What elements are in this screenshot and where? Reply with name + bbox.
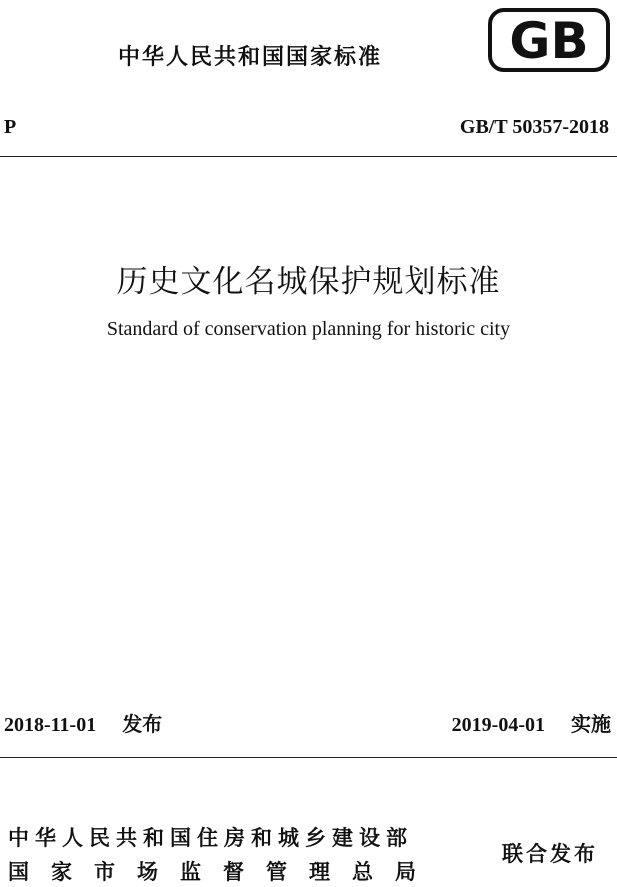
svg-text:GB: GB bbox=[509, 12, 589, 70]
bottom-divider bbox=[0, 757, 617, 758]
effective-date-row bbox=[452, 708, 611, 737]
title-english: Standard of conservation planning for historic city bbox=[106, 318, 511, 340]
issuer-ministry: 中华人民共和国住房和城乡建设部 bbox=[8, 826, 413, 850]
top-divider bbox=[0, 156, 617, 157]
effective-date: 2019-04-01 bbox=[451, 714, 545, 736]
national-standard-header: 中华人民共和国国家标准 bbox=[118, 45, 383, 70]
joint-issue-label: 联合发布 bbox=[502, 842, 598, 866]
issued-label: 发布 bbox=[122, 712, 163, 736]
title-chinese: 历史文化名城保护规划标准 bbox=[116, 264, 501, 300]
effective-label: 实施 bbox=[571, 712, 611, 736]
issued-date-row bbox=[4, 708, 162, 737]
classification-code: P bbox=[4, 116, 17, 138]
standard-number: GB/T 50357-2018 bbox=[459, 116, 609, 138]
issuer-administration: 国家市场监督管理总局 bbox=[8, 860, 438, 884]
issued-date: 2018-11-01 bbox=[4, 714, 97, 736]
gb-logo bbox=[488, 8, 610, 72]
